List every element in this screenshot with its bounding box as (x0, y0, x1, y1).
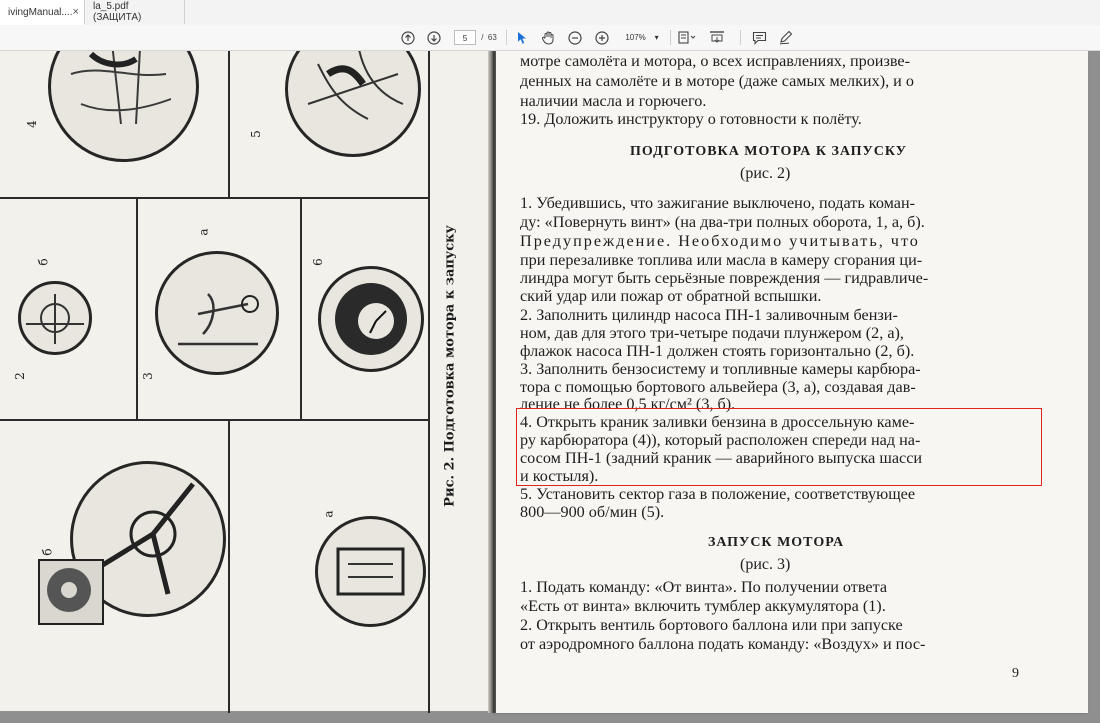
tab-label: ivingManual.... (8, 6, 73, 18)
highlighted-text-line: сосом ПН-1 (задний краник — аварийного выпуска шасси (520, 449, 923, 467)
arrow-down-circle-icon (427, 31, 441, 45)
figure-callout-letter: а (196, 228, 211, 236)
figure-panel-1-inset (38, 559, 104, 625)
text-line: 2. Заполнить цилиндр насоса ПН-1 заливочным бензи- (520, 306, 898, 324)
text-line: 800—900 об/мин (5). (520, 503, 665, 521)
highlighted-text-line: 4. Открыть краник заливки бензина в дроссельную каме- (520, 413, 915, 431)
cursor-arrow-icon (516, 31, 528, 45)
chevron-down-icon: ▾ (654, 33, 659, 42)
text-line: денных на самолёте и в моторе (даже самых мелких), и о (520, 72, 914, 90)
text-line: наличии масла и горючего. (520, 92, 707, 110)
pen-icon (778, 30, 793, 45)
zoom-in-button[interactable] (594, 28, 610, 47)
comment-button[interactable] (750, 28, 768, 47)
minus-circle-icon (568, 31, 582, 45)
page-number: 9 (1012, 666, 1019, 681)
draw-button[interactable] (776, 28, 794, 47)
text-line: Предупреждение. Необходимо учитывать, что (520, 232, 920, 250)
document-viewer[interactable] (0, 51, 1100, 723)
fit-page-button[interactable] (676, 28, 698, 47)
figure-callout-letter: б (40, 548, 55, 556)
tab-bar (0, 0, 1100, 26)
figure-magneto-illustration (315, 516, 426, 627)
text-line: ление не более 0,5 кг/см² (3, б). (520, 395, 736, 413)
text-line: 2. Открыть вентиль бортового баллона или при запуске (520, 616, 903, 634)
toolbar-divider (506, 30, 507, 45)
arrow-up-circle-icon (401, 31, 415, 45)
hand-tool-button[interactable] (539, 28, 557, 47)
comment-icon (752, 31, 767, 45)
section-heading: ПОДГОТОВКА МОТОРА К ЗАПУСКУ (630, 144, 908, 159)
hand-icon (541, 30, 556, 45)
close-tab-icon[interactable]: × (72, 6, 79, 18)
text-line: от аэродромного баллона подать команду: «Воздух» и пос- (520, 635, 926, 653)
figure-panel-2-illustration (18, 281, 92, 355)
text-line: ский удар или пожар от обратной вспышки. (520, 287, 822, 305)
figure-panel-5-illustration (285, 51, 421, 157)
section-subheading: (рис. 2) (740, 165, 791, 182)
figure-panel-number: 6 (310, 258, 325, 266)
scroll-mode-button[interactable] (706, 28, 728, 47)
figure-panel-3-illustration (155, 251, 279, 375)
text-line: при перезаливке топлива или масла в камеру сгорания ци- (520, 251, 923, 269)
plus-circle-icon (595, 31, 609, 45)
tab-la5-pdf[interactable] (85, 0, 185, 24)
next-page-button[interactable] (426, 28, 442, 47)
page-total: / 63 (481, 33, 497, 42)
text-line: 5. Установить сектор газа в положение, соответствующее (520, 485, 916, 503)
figure-panel-4-illustration (48, 51, 199, 162)
scroll-page-icon (708, 30, 726, 45)
figure-callout-letter: б (36, 258, 51, 266)
pdf-toolbar (0, 25, 1100, 51)
figure-panel-number: 4 (24, 120, 39, 128)
figure-panel-6-illustration (318, 266, 424, 372)
highlighted-text-line: и костыля). (520, 467, 599, 485)
figure-callout-letter: а (321, 510, 336, 518)
text-line: мотре самолёта и мотора, о всех исправлениях, произве- (520, 52, 910, 70)
toolbar-divider (670, 30, 671, 45)
highlighted-text-line: ру карбюратора (4)), который расположен спереди над на- (520, 431, 921, 449)
section-heading: ЗАПУСК МОТОРА (708, 535, 845, 550)
figure-caption: Рис. 2. Подготовка мотора к запуску (442, 225, 458, 507)
text-line: флажок насоса ПН-1 должен стоять горизонтально (2, б). (520, 342, 915, 360)
select-tool-button[interactable] (514, 28, 530, 47)
figure-panel-number: 5 (248, 130, 263, 138)
section-subheading: (рис. 3) (740, 556, 791, 573)
tab-label: la_5.pdf (ЗАЩИТА) (93, 1, 142, 23)
text-line: 1. Подать команду: «От винта». По получении ответа (520, 578, 888, 596)
text-line: ду: «Повернуть винт» (на два-три полных оборота, 1, а, б). (520, 213, 925, 231)
figure-panel-number: 2 (12, 372, 27, 380)
fit-page-icon (677, 30, 697, 45)
zoom-level-dropdown[interactable]: 107% ▾ (625, 33, 659, 42)
figure-panel-number: 3 (140, 372, 155, 380)
toolbar-divider (740, 30, 741, 45)
zoom-out-button[interactable] (567, 28, 583, 47)
text-line: «Есть от винта» включить тумблер аккумулятора (1). (520, 597, 886, 615)
text-line: 19. Доложить инструктору о готовности к полёту. (520, 110, 862, 128)
previous-page-button[interactable] (400, 28, 416, 47)
text-line: линдра могут быть серьёзные повреждения — гидравличе- (520, 269, 929, 287)
tab-driving-manual[interactable] (0, 0, 85, 25)
text-line: 1. Убедившись, что зажигание выключено, подать коман- (520, 194, 916, 212)
highlight-annotation-box[interactable] (516, 408, 1042, 486)
text-line: тора с помощью бортового альвейера (3, а), создавая дав- (520, 378, 916, 396)
page-number-input[interactable]: 5 (453, 28, 477, 47)
text-line: ном, дав для этого три-четыре подачи плунжером (2, а), (520, 324, 904, 342)
left-page-figure (0, 51, 490, 711)
text-line: 3. Заполнить бензосистему и топливные камеры карбюра- (520, 360, 921, 378)
